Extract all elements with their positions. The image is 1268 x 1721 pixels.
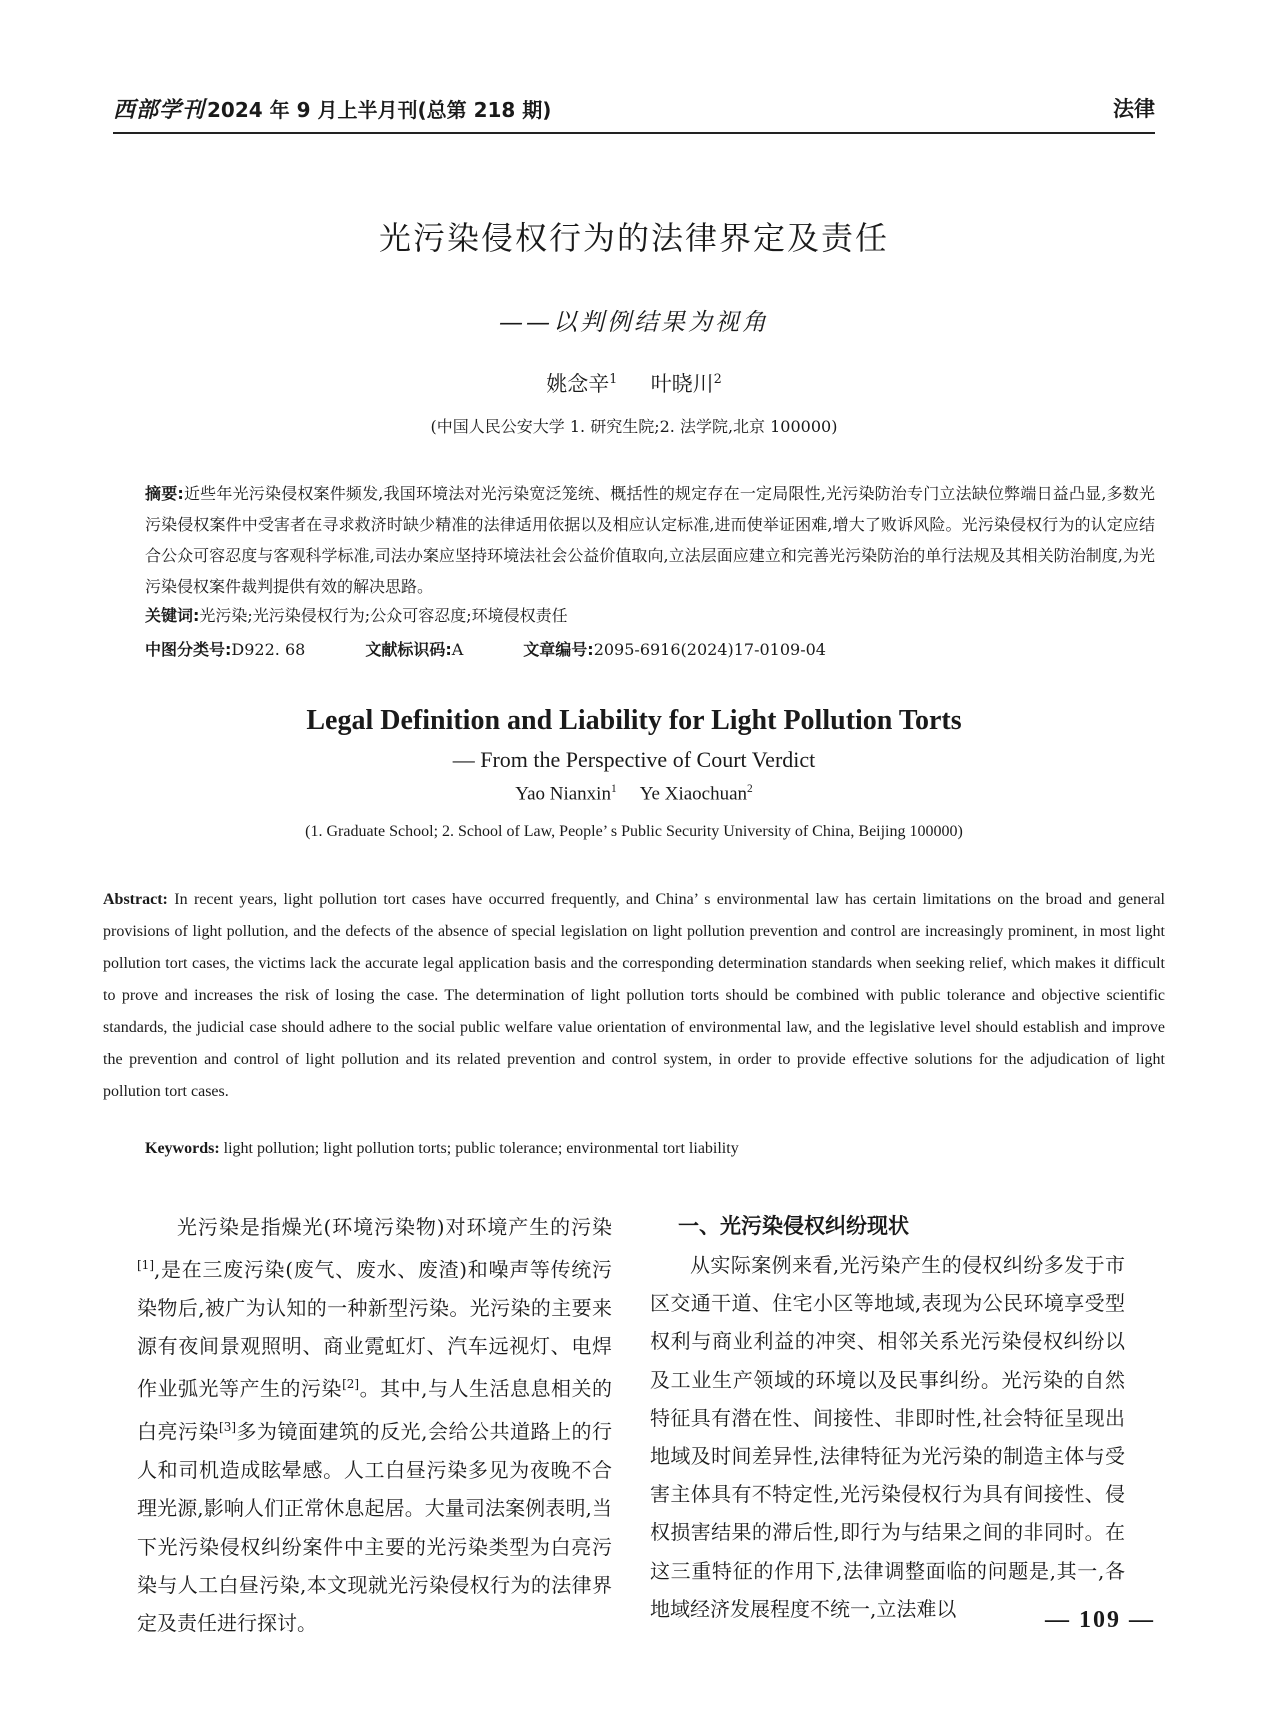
authors-en: [0, 783, 1268, 805]
author-name: 姚念辛: [546, 372, 610, 396]
text-run: 光污染是指燥光(环境污染物)对环境产生的污染: [177, 1215, 612, 1239]
keywords-zh: [145, 603, 1155, 626]
issue-info: 2024 年 9 月上半月刊(总第 218 期): [207, 97, 552, 122]
keywords-en: [145, 1140, 1155, 1158]
abstract-zh: [145, 478, 1155, 602]
section-label: 法律: [1113, 97, 1155, 121]
article-number-value: 2095-6916(2024)17-0109-04: [593, 640, 826, 659]
body-paragraph: 从实际案例来看,光污染产生的侵权纠纷多发于市区交通干道、住宅小区等地域,表现为公民环境享受型权利与商业利益的冲突、相邻关系光污染侵权纠纷以及工业生产领域的环境以及民事纠纷。光污染的自然特征具有潜在性、间接性、非即时性,社会特征呈现出地域及时间差异性,法律特征为光污染的制造主体与受害主体具有不特定性,光污染侵权行为具有间接性、侵权损害结果的滞后性,即行为与结果之间的非同时。在这三重特征的作用下,法律调整面临的问题是,其一,各地域经济发展程度不统一,立法难以: [650, 1253, 1125, 1621]
abstract-zh-label: 摘要:: [145, 484, 184, 503]
author-name-en: Yao Nianxin: [515, 783, 611, 805]
keywords-zh-label: 关键词:: [145, 606, 200, 625]
article-number-label: 文章编号:: [523, 640, 594, 659]
article-subtitle-zh: ——以判例结果为视角: [499, 308, 769, 336]
body-column-left: [137, 1208, 612, 1642]
author-name: 叶晓川: [650, 372, 714, 396]
keywords-en-text: light pollution; light pollution torts; public tolerance; environmental tort liability: [223, 1140, 739, 1157]
body-column-right: [650, 1208, 1125, 1628]
section-heading: 一、光污染侵权纠纷现状: [678, 1214, 909, 1238]
classification-line: [145, 637, 1155, 660]
doc-code-value: A: [451, 640, 464, 659]
citation-ref: [3]: [219, 1420, 237, 1435]
journal-name: 西部学刊: [113, 96, 206, 123]
abstract-en-text: In recent years, light pollution tort cases have occurred frequently, and China’ s environmental law has certain limitations on the broad and general provisions of light pollution, and the defects of the absence of special legislation on light pollution prevention and control are increasingly prominent, in most light pollution tort cases, the victims lack the accurate legal application basis and the corresponding determination standards when seeking relief, which makes it difficult to prove and increases the risk of losing the case. The determination of light pollution torts should be combined with public tolerance and objective scientific standards, the judicial case should adhere to the social public welfare value orientation of environmental law, and the legislative level should establish and improve the prevention and control of light pollution and its related prevention and control system, in order to provide effective solutions for the adjudication of light pollution tort cases.: [103, 891, 1166, 1100]
text-run: ,是在三废污染(废气、废水、废渣)和噪声等传统污染物后,被广为认知的一种新型污染。光污染的主要来源有夜间景观照明、商业霓虹灯、汽车远视灯、电焊作业弧光等产生的污染: [137, 1257, 612, 1402]
keywords-en-label: Keywords:: [145, 1140, 220, 1157]
author-affil-mark: 2: [713, 371, 722, 386]
doc-code-label: 文献标识码:: [365, 640, 452, 659]
abstract-en: [103, 884, 1165, 1108]
citation-ref: [1]: [137, 1258, 154, 1273]
body-paragraph: [137, 1208, 612, 1642]
page-number: — 109 —: [1045, 1607, 1155, 1633]
article-title-en: Legal Definition and Liability for Light Pollution Torts: [306, 705, 962, 736]
authors-zh: [0, 368, 1268, 398]
keywords-zh-text: 光污染;光污染侵权行为;公众可容忍度;环境侵权责任: [199, 606, 568, 625]
author-name-en: Ye Xiaochuan: [639, 783, 748, 805]
clc-label: 中图分类号:: [145, 640, 232, 659]
author-affil-mark: 1: [610, 783, 617, 795]
author-affil-mark: 1: [609, 371, 618, 386]
abstract-zh-text: 近些年光污染侵权案件频发,我国环境法对光污染宽泛笼统、概括性的规定存在一定局限性,光污染防治专门立法缺位弊端日益凸显,多数光污染侵权案件中受害者在寻求救济时缺少精准的法律适用依据以及相应认定标准,进而使举证困难,增大了败诉风险。光污染侵权行为的认定应结合公众可容忍度与客观科学标准,司法办案应坚持环境法社会公益价值取向,立法层面应建立和完善光污染防治的单行法规及其相关防治制度,为光污染侵权案件裁判提供有效的解决思路。: [145, 484, 1155, 596]
affiliation-zh: (中国人民公安大学 1. 研究生院;2. 法学院,北京 100000): [430, 417, 838, 436]
text-run: 多为镜面建筑的反光,会给公共道路上的行人和司机造成眩晕感。人工白昼污染多见为夜晚不合理光源,影响人们正常休息起居。大量司法案例表明,当下光污染侵权纠纷案件中主要的光污染类型为白亮污染与人工白昼污染,本文现就光污染侵权行为的法律界定及责任进行探讨。: [137, 1419, 613, 1635]
running-header: [113, 88, 1155, 128]
clc-value: D922. 68: [231, 640, 306, 659]
abstract-en-label: Abstract:: [103, 891, 168, 908]
article-subtitle-en: — From the Perspective of Court Verdict: [452, 747, 816, 772]
citation-ref: [2]: [342, 1377, 360, 1392]
journal-issue-line: [113, 93, 551, 124]
header-divider: [113, 132, 1155, 134]
clc-number: [145, 637, 305, 660]
article-title-zh: 光污染侵权行为的法律界定及责任: [378, 219, 889, 257]
text-run: 。其中,与人生活息息相关的白亮污染: [137, 1377, 612, 1444]
author-affil-mark: 2: [747, 783, 753, 795]
affiliation-en: (1. Graduate School; 2. School of Law, People’ s Public Security University of China, Beijing 100000): [305, 823, 963, 840]
article-number: [523, 637, 826, 660]
document-code: [365, 637, 463, 660]
